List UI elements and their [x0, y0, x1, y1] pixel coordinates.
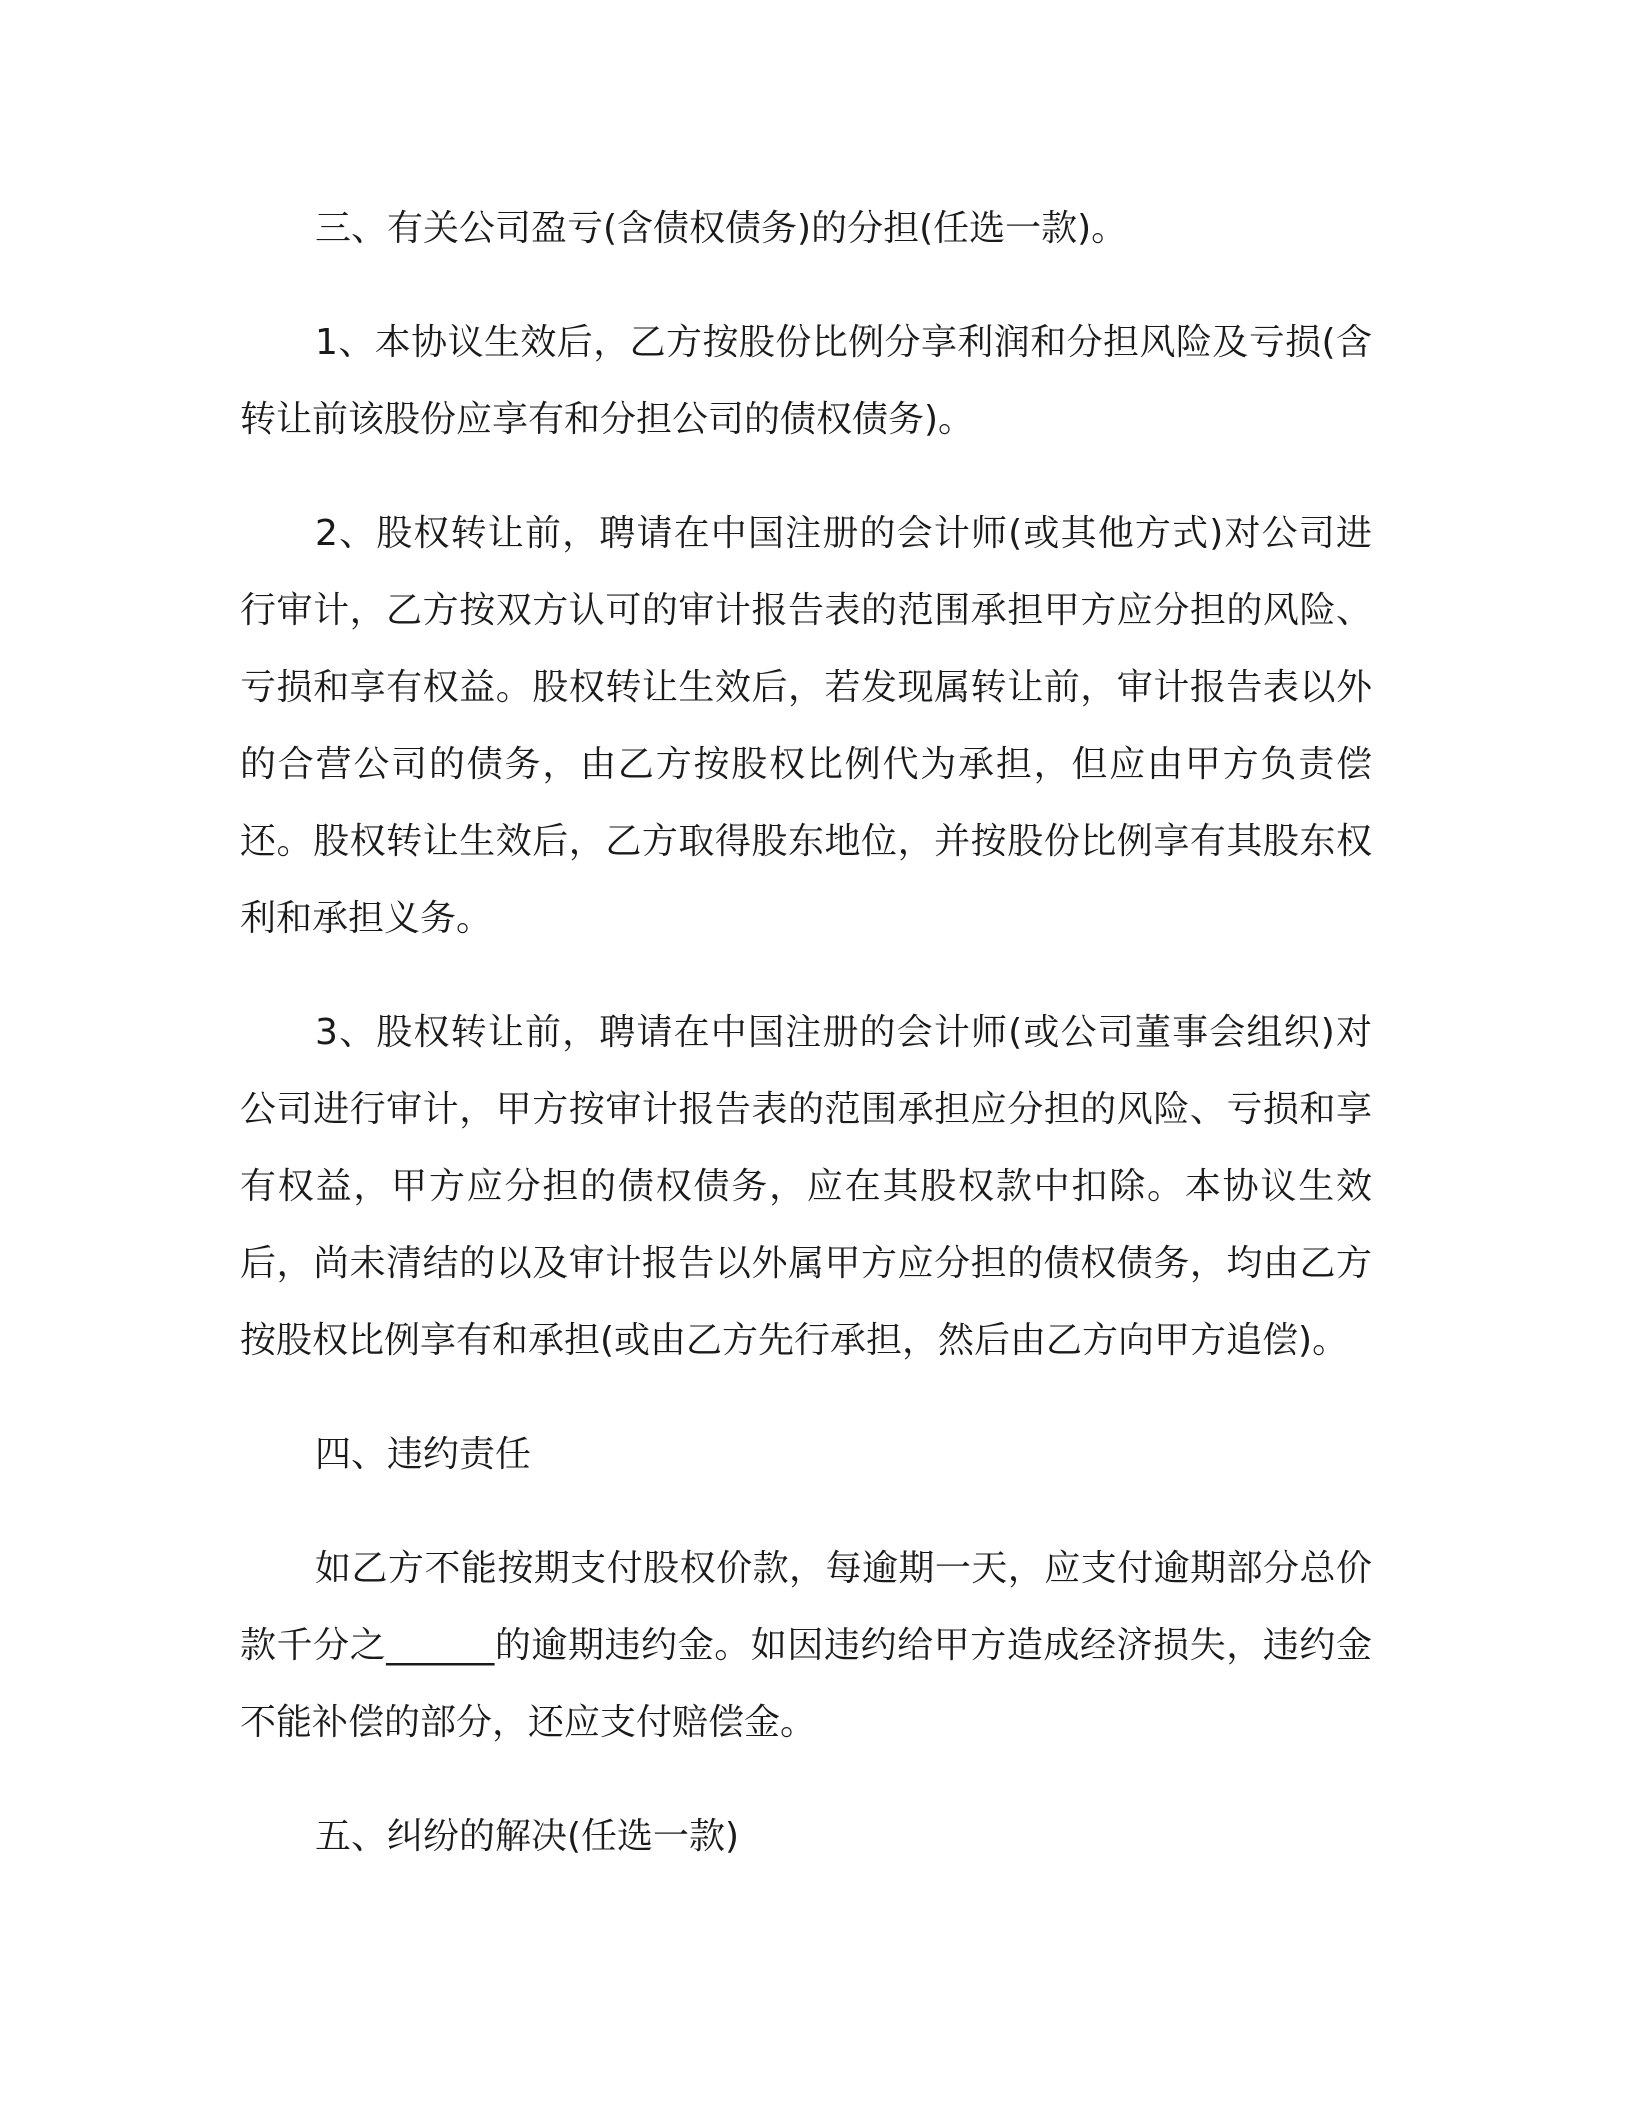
section-5-heading: 五、纠纷的解决(任选一款) [315, 1816, 740, 1857]
section-3-heading: 三、有关公司盈亏(含债权债务)的分担(任选一款)。 [315, 208, 1128, 249]
section-4-body: 如乙方不能按期支付股权价款，每逾期一天，应支付逾期部分总价款千分之______的逾期违约金。如因违约给甲方造成经济损失，违约金不能补偿的部分，还应支付赔偿金。 [240, 1548, 1372, 1743]
section-3-item-1: 1、本协议生效后，乙方按股份比例分享利润和分担风险及亏损(含转让前该股份应享有和分担公司的债权债务)。 [240, 322, 1372, 440]
document-body [240, 190, 1372, 1912]
section-3-item-2: 2、股权转让前，聘请在中国注册的会计师(或其他方式)对公司进行审计，乙方按双方认可的审计报告表的范围承担甲方应分担的风险、亏损和享有权益。股权转让生效后，若发现属转让前，审计报告表以外的合营公司的债务，由乙方按股权比例代为承担，但应由甲方负责偿还。股权转让生效后，乙方取得股东地位，并按股份比例享有其股东权利和承担义务。 [240, 513, 1372, 939]
section-4-heading: 四、违约责任 [315, 1434, 532, 1475]
section-3-item-3: 3、股权转让前，聘请在中国注册的会计师(或公司董事会组织)对公司进行审计，甲方按审计报告表的范围承担应分担的风险、亏损和享有权益，甲方应分担的债权债务，应在其股权款中扣除。本协议生效后，尚未清结的以及审计报告以外属甲方应分担的债权债务，均由乙方按股权比例享有和承担(或由乙方先行承担，然后由乙方向甲方追偿)。 [240, 1012, 1372, 1361]
